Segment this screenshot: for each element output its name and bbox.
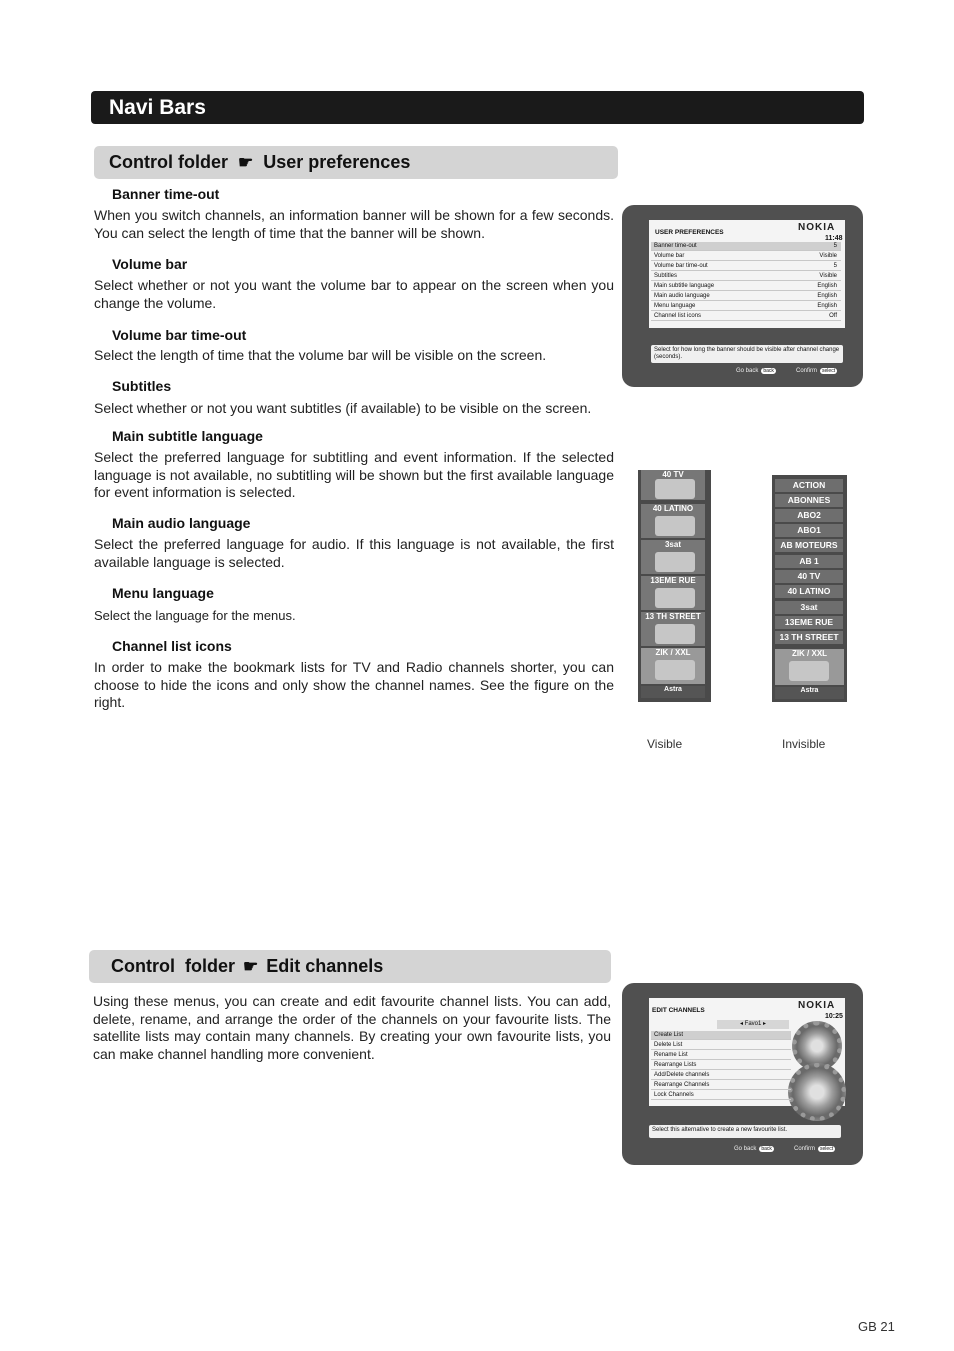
confirm-label: Confirm (796, 368, 818, 374)
channel-item[interactable]: 40 LATINO (775, 585, 843, 598)
channel-item[interactable]: 3sat (775, 601, 843, 614)
item-heading: Main subtitle language (112, 428, 263, 444)
item-text: Select the language for the menus. (94, 608, 296, 623)
item-text: Select whether or not you want the volume bar to appear on the screen when you change the volume. (94, 277, 614, 311)
pointing-hand-icon: ☛ (238, 153, 254, 172)
confirm-hint[interactable] (794, 1146, 835, 1152)
channel-item[interactable]: ABO2 (775, 509, 843, 522)
item-text: When you switch channels, an information banner will be shown for a few seconds. You can select the length of time that the banner will be shown. (94, 207, 614, 241)
pointing-hand-icon: ☛ (243, 957, 259, 976)
menu-row-value: Off (829, 313, 837, 319)
section-title: Edit channels (266, 956, 384, 976)
menu-row-value: 5 (833, 243, 837, 249)
item-heading: Volume bar time-out (112, 327, 247, 343)
menu-row[interactable]: Rename List (651, 1051, 791, 1060)
item-heading: Main audio language (112, 515, 251, 531)
menu-row[interactable]: Rearrange Channels (651, 1081, 791, 1090)
item-heading: Channel list icons (112, 638, 232, 654)
confirm-hint[interactable] (796, 368, 837, 374)
satellite-label: Astra (775, 687, 844, 699)
menu-row[interactable] (651, 242, 841, 251)
channel-item[interactable]: ABO1 (775, 524, 843, 537)
page-title: Navi Bars (109, 96, 206, 119)
section-folder-label: Control folder (109, 152, 228, 172)
channel-item[interactable] (641, 504, 705, 538)
caption-visible: Visible (647, 737, 683, 751)
channel-item[interactable]: ABONNES (775, 494, 843, 507)
channel-list-invisible (772, 475, 847, 702)
channel-icon (655, 516, 695, 536)
page-number: GB 21 (858, 1319, 895, 1334)
channel-icon (655, 624, 695, 644)
confirm-label: Confirm (794, 1146, 816, 1152)
menu-row-label: Subtitles (654, 273, 678, 279)
menu-row-value: Visible (819, 273, 837, 279)
item-heading: Subtitles (112, 378, 172, 394)
channel-item-selected[interactable] (775, 649, 844, 685)
menu-row[interactable]: Add/Delete channels (651, 1071, 791, 1080)
item-text: In order to make the bookmark lists for TV and Radio channels shorter, you can choose to hide the icons and only show the channel names. See the figure on the right. (94, 659, 614, 710)
page-title-bar (91, 91, 864, 124)
item-text: Select the preferred language for audio. If this language is not available, the first available language is selected. (94, 536, 614, 570)
section-text: Using these menus, you can create and edit favourite channel lists. You can add, delete, rename, and arrange the order of the channels on your favourite lists. The satellite lists may contain many channels. By creating your own favourite lists, you can make channel handling more convenient. (93, 993, 611, 1062)
menu-row-value: English (817, 293, 837, 299)
channel-name: 13 TH STREET (645, 612, 701, 621)
channel-item[interactable]: 13 TH STREET (775, 631, 843, 644)
back-key-icon: back (763, 368, 774, 374)
list-selector[interactable] (717, 1020, 789, 1029)
caption-invisible: Invisible (782, 737, 826, 751)
section-header-edit-channels (89, 950, 611, 983)
channel-item[interactable] (641, 540, 705, 574)
channel-name: 40 LATINO (652, 504, 694, 513)
menu-row-value: Visible (819, 253, 837, 259)
section-folder-label: Control folder (111, 956, 235, 976)
menu-row-label: Main subtitle language (654, 283, 715, 289)
item-text: Select whether or not you want subtitles (if available) to be visible on the screen. (94, 400, 592, 416)
channel-icon (655, 660, 695, 680)
go-back-label: Go back (736, 368, 759, 374)
menu-row[interactable] (651, 252, 841, 261)
menu-row-label: Volume bar time-out (654, 263, 708, 269)
channel-item[interactable]: AB 1 (775, 555, 843, 568)
menu-row-label: Menu language (654, 303, 696, 309)
channel-item[interactable] (641, 612, 705, 646)
menu-row[interactable] (651, 272, 841, 281)
gear-icon (788, 1063, 846, 1121)
chevron-left-icon: ◂ (739, 1021, 745, 1027)
menu-row[interactable]: Create List (651, 1031, 791, 1040)
item-text: Select the length of time that the volume bar will be visible on the screen. (94, 347, 547, 363)
go-back-hint[interactable] (734, 1146, 774, 1152)
section-header-user-preferences (94, 146, 618, 179)
channel-icon (655, 552, 695, 572)
menu-row-value: English (817, 303, 837, 309)
menu-row-label: Main audio language (654, 293, 710, 299)
go-back-label: Go back (734, 1146, 757, 1152)
menu-row[interactable] (651, 292, 841, 301)
menu-row[interactable] (651, 302, 841, 311)
menu-row[interactable] (651, 282, 841, 291)
channel-item[interactable] (641, 470, 705, 500)
channel-icon (655, 588, 695, 608)
clock: 10:25 (825, 1013, 843, 1020)
channel-name: ZIK / XXL (791, 649, 828, 658)
channel-name: 13EME RUE (650, 576, 696, 585)
menu-row-value: English (817, 283, 837, 289)
menu-row[interactable] (651, 312, 841, 321)
menu-title: USER PREFERENCES (655, 229, 724, 236)
select-key-icon: select (822, 368, 836, 374)
section-title: User preferences (263, 152, 411, 172)
channel-item[interactable]: ACTION (775, 479, 843, 492)
chevron-right-icon: ▸ (761, 1021, 767, 1027)
satellite-label: Astra (641, 686, 705, 698)
item-text: Select the preferred language for subtitling and event information. If the selected language is not available, no subtitling will be shown but the first available language for event information is selected. (94, 449, 614, 500)
nokia-logo: NOKIA (798, 1000, 836, 1011)
menu-row[interactable]: Delete List (651, 1041, 791, 1050)
menu-row-label: Channel list icons (654, 313, 702, 319)
channel-item[interactable] (641, 576, 705, 610)
user-preferences-screenshot (622, 205, 863, 387)
help-text: Select this alternative to create a new favourite list. (649, 1125, 841, 1138)
select-key-icon: select (820, 1146, 834, 1152)
go-back-hint[interactable] (736, 368, 776, 374)
channel-item[interactable]: AB MOTEURS (775, 539, 843, 552)
channel-name: 40 TV (662, 470, 684, 479)
menu-title: EDIT CHANNELS (652, 1007, 705, 1014)
menu-row-label: Banner time-out (654, 243, 697, 249)
menu-row[interactable]: Lock Channels (651, 1091, 791, 1100)
channel-icon (789, 661, 829, 681)
item-heading: Volume bar (112, 256, 188, 272)
menu-row[interactable] (651, 262, 841, 271)
channel-name: 3sat (664, 540, 681, 549)
menu-row-value: 5 (833, 263, 837, 269)
nokia-logo: NOKIA (798, 222, 836, 233)
item-heading: Banner time-out (112, 186, 220, 202)
channel-item[interactable]: 40 TV (775, 570, 843, 583)
edit-channels-screenshot (622, 983, 863, 1165)
selected-list-name: Favo1 (744, 1021, 762, 1027)
back-key-icon: back (761, 1146, 772, 1152)
channel-item[interactable]: 13EME RUE (775, 616, 843, 629)
channel-icon (655, 479, 695, 499)
channel-name: ZIK / XXL (655, 648, 691, 657)
channel-list-visible (638, 470, 711, 702)
clock: 11:48 (825, 235, 843, 242)
menu-row[interactable]: Rearrange Lists (651, 1061, 791, 1070)
channel-item-selected[interactable] (641, 648, 705, 684)
menu-row-label: Volume bar (654, 253, 685, 259)
item-heading: Menu language (112, 585, 214, 601)
help-text: Select for how long the banner should be visible after channel change (seconds). (651, 345, 843, 363)
